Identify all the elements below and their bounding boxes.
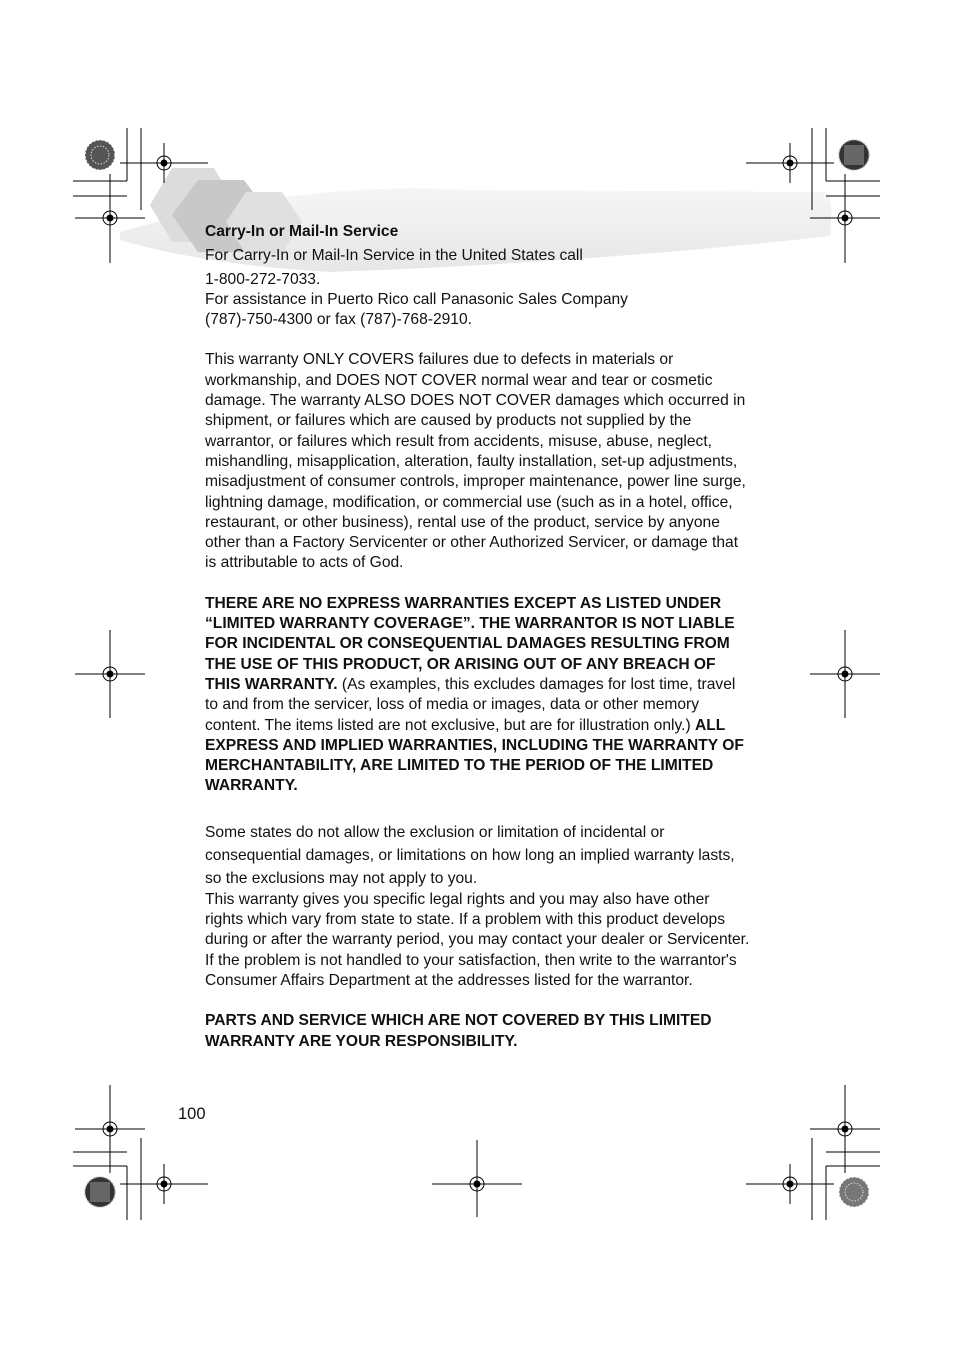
states-paragraph: Some states do not allow the exclusion or limitation of incidental or consequential damages, or limitations on how long an implied warranty lasts, so the exclusions may not apply to you. — [205, 823, 735, 887]
registration-target-bc — [432, 1140, 522, 1217]
star-target-tl — [85, 140, 115, 170]
coverage-paragraph: This warranty ONLY COVERS failures due to defects in materials or workmanship, and DOES NOT COVER normal wear and tear or cosmetic damage. The warranty ALSO DOES NOT COVER damages which occurred in shipment, or failures which are caused by products not supplied by the warrantor, or failures which result from accidents, misuse, abuse, neglect, mishandling, misapplication, alteration, faulty installation, set-up adjustments, misadjustment of consumer controls, improper maintenance, power line surge, lightning damage, modification, or commercial use (such as in a hotel, office, restaurant, or other business), rental use of the product, service by anyone other than a Factory Servicenter or other Authorized Servicer, or damage that is attributable to acts of God. — [205, 351, 746, 572]
carry-in-line-1: For Carry-In or Mail-In Service in the United States call — [205, 247, 583, 265]
registration-target-right-mid — [810, 630, 880, 718]
puerto-rico-line: For assistance in Puerto Rico call Panasonic Sales Company — [205, 290, 628, 308]
registration-target-br — [746, 1164, 834, 1204]
express-warranty-paragraph — [205, 594, 751, 797]
rights-paragraph: This warranty gives you specific legal rights and you may also have other rights which vary from state to state. If a problem with this product develops during or after the warranty period, you may contact your dealer or Servicenter. If the problem is not handled to your satisfaction, then write to the warrantor's Consumer Affairs Department at the addresses listed for the warrantor. — [205, 890, 750, 989]
registration-target-left-upper — [75, 174, 145, 263]
express-examples: (As examples, this excludes damages for lost time, travel to and from the servicer, loss of media or images, data or other memory content. The items listed are not exclusive, but are for illustration only.) — [205, 675, 736, 734]
parts-responsibility-paragraph: PARTS AND SERVICE WHICH ARE NOT COVERED BY THIS LIMITED WARRANTY ARE YOUR RESPONSIBILITY. — [205, 1012, 712, 1050]
registration-target-tl — [120, 143, 208, 183]
star-target-tr — [839, 140, 869, 170]
carry-in-phone: 1-800-272-7033. — [205, 270, 321, 288]
registration-target-bl — [120, 1164, 208, 1204]
express-bold-intro: THERE ARE NO EXPRESS WARRANTIES EXCEPT AS LISTED UNDER “LIMITED WARRANTY COVERAGE”. THE WARRANTOR IS NOT LIABLE FOR INCIDENTAL OR CONSEQUENTIAL DAMAGES RESULTING FROM THE USE OF THIS PRODUCT, OR ARISING OUT OF ANY BREACH OF THIS WARRANTY. — [205, 594, 735, 693]
registration-target-right-upper — [810, 174, 880, 263]
puerto-rico-contact: (787)-750-4300 or fax (787)-768-2910. — [205, 311, 472, 329]
section-heading: Carry-In or Mail-In Service — [205, 223, 399, 240]
registration-target-tr — [746, 143, 834, 183]
star-target-br — [839, 1177, 869, 1207]
express-bold-end: ALL EXPRESS AND IMPLIED WARRANTIES, INCLUDING THE WARRANTY OF MERCHANTABILITY, ARE LIMITED TO THE PERIOD OF THE LIMITED WARRANTY. — [205, 716, 744, 795]
star-target-bl — [85, 1177, 115, 1207]
registration-target-right-lower — [810, 1085, 880, 1173]
warranty-content — [205, 222, 751, 1052]
registration-target-left-mid — [75, 630, 145, 718]
page-number: 100 — [178, 1105, 206, 1123]
registration-target-left-lower — [75, 1085, 145, 1173]
